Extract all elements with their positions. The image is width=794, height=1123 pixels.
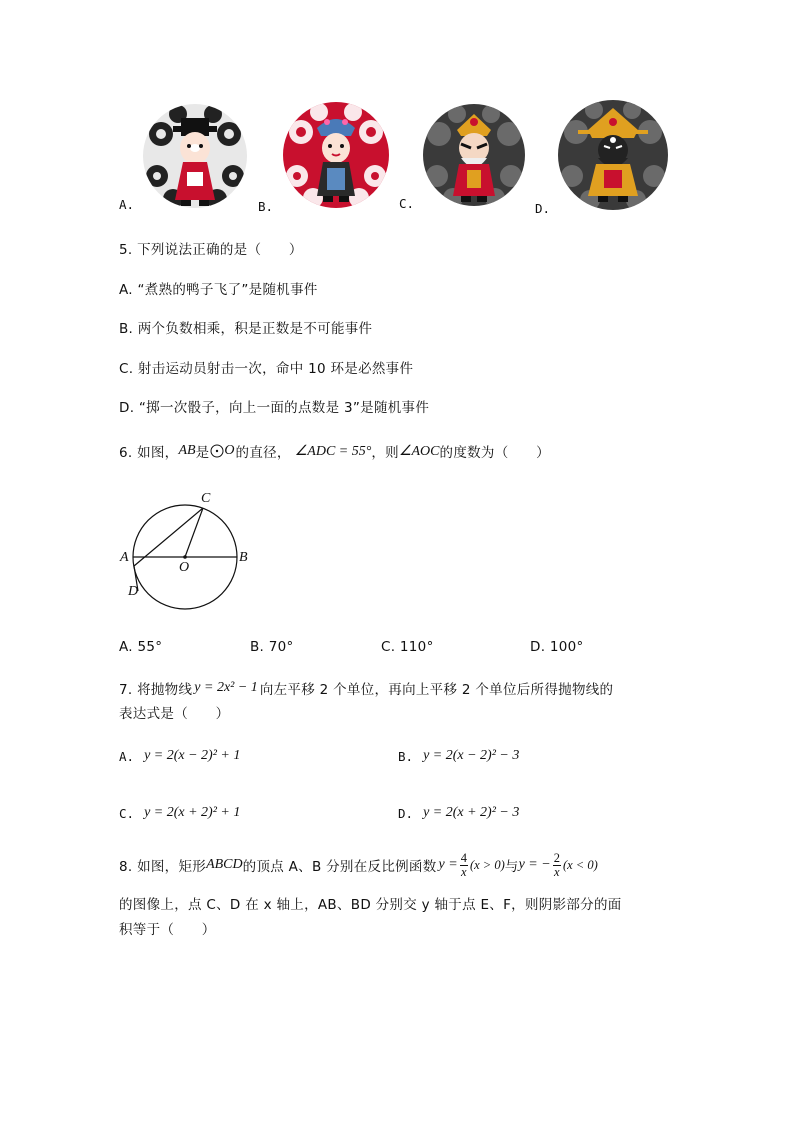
q7-option-d-label: D.: [398, 805, 414, 821]
f2-domain: (x < 0): [562, 857, 598, 872]
q4-option-a-label: A.: [119, 197, 135, 212]
point-a-label: A: [120, 550, 129, 565]
point-c-label: C: [201, 491, 211, 506]
q4-option-b-label: B.: [258, 199, 274, 214]
q5-option-a: A. “煮熟的鸭子飞了”是随机事件: [119, 282, 318, 298]
circle-dot-icon: [210, 444, 224, 458]
q5-stem: 5. 下列说法正确的是（ ）: [119, 242, 303, 258]
q6-option-c: C. 110°: [381, 639, 434, 655]
q4-option-d-label: D.: [535, 201, 551, 216]
q6-option-d: D. 100°: [530, 639, 584, 655]
q5-option-c: C. 射击运动员射击一次，命中 10 环是必然事件: [119, 361, 414, 377]
q6-option-a: A. 55°: [119, 639, 163, 655]
q8-and: 与: [504, 859, 519, 875]
opera-figure-a-image: [143, 104, 247, 208]
q7-option-d: [398, 805, 519, 821]
q7-stem-line1: [119, 678, 613, 698]
q6-segment-ab: AB: [178, 443, 196, 458]
circle-center-o: O: [224, 443, 235, 458]
q7-option-b-label: B.: [398, 748, 414, 764]
q7-option-c: [119, 805, 240, 821]
q7-option-b-expr: y = 2(x − 2)² − 3: [423, 748, 520, 763]
q6-option-b: B. 70°: [250, 639, 294, 655]
f1-numerator: 4: [460, 851, 467, 865]
q6-stem: [119, 441, 550, 461]
q6-angle-question: ∠AOC: [398, 443, 440, 459]
q7-option-c-expr: y = 2(x + 2)² + 1: [144, 805, 241, 820]
q8-vertices: 的顶点 A、B 分别在反比例函数: [242, 859, 437, 875]
q5-option-b: B. 两个负数相乘，积是正数是不可能事件: [119, 321, 373, 337]
function-neg2-over-x: [519, 852, 598, 878]
q8-number: 8. 如图，矩形: [119, 859, 207, 875]
q6-number: 6. 如图，: [119, 445, 179, 461]
q6-is: 是: [195, 445, 210, 461]
opera-figure-d-image: [558, 100, 668, 210]
f2-numerator: 2: [553, 851, 560, 865]
point-b-label: B: [239, 550, 248, 565]
f1-fraction: [460, 852, 468, 878]
point-o-label: O: [179, 560, 190, 575]
q7-option-d-expr: y = 2(x + 2)² − 3: [423, 805, 520, 820]
q8-rect-abcd: ABCD: [206, 857, 243, 872]
f1-y: y =: [438, 857, 458, 872]
q7-option-a-expr: y = 2(x − 2)² + 1: [144, 748, 241, 763]
circle-geometry-figure: [115, 490, 255, 615]
q7-option-a-label: A.: [119, 748, 135, 764]
opera-figure-b-image: [283, 102, 389, 208]
q7-number: 7. 将抛物线: [119, 682, 193, 698]
q7-function: y = 2x² − 1: [194, 680, 258, 695]
q6-diameter: 的直径，: [235, 445, 291, 461]
q7-option-c-label: C.: [119, 805, 135, 821]
q7-stem-line2: 表达式是（ ）: [119, 706, 230, 722]
center-point: [183, 555, 187, 559]
f1-domain: (x > 0): [469, 857, 505, 872]
q7-option-b: [398, 748, 519, 764]
function-4-over-x: [439, 852, 505, 878]
f1-denominator: x: [461, 864, 467, 879]
q8-stem-line2: 的图像上，点 C、D 在 x 轴上，AB、BD 分别交 y 轴于点 E、F，则阴影部分的面: [119, 897, 622, 913]
circle-symbol: [210, 443, 234, 459]
q6-angle-condition: ∠ADC = 55°: [294, 443, 372, 459]
f2-denominator: x: [554, 864, 560, 879]
q6-tail: 的度数为（ ）: [439, 445, 550, 461]
q7-option-a: [119, 748, 240, 764]
q8-stem-line3: 积等于（ ）: [119, 922, 216, 938]
q7-rest: 向左平移 2 个单位，再向上平移 2 个单位后所得抛物线的: [259, 682, 614, 698]
q5-option-d: D. “掷一次骰子，向上一面的点数是 3”是随机事件: [119, 400, 430, 416]
q4-option-c-label: C.: [399, 196, 415, 211]
point-d-label: D: [128, 584, 139, 599]
q6-then: ，则: [371, 445, 399, 461]
q8-stem-line1: [119, 852, 598, 878]
f2-fraction: [553, 852, 561, 878]
opera-figure-c-image: [423, 104, 525, 206]
f2-y: y = −: [518, 857, 551, 872]
